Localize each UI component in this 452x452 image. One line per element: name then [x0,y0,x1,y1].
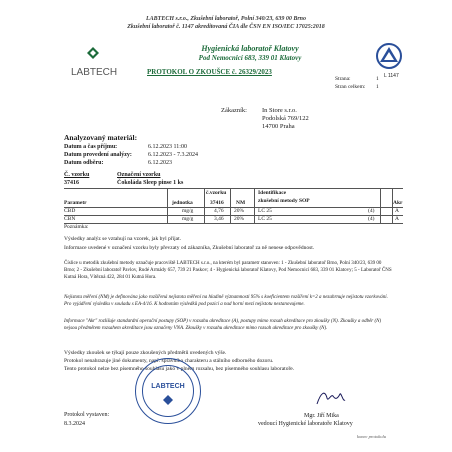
lab-title: Hygienická laboratoř Klatovy [201,44,299,53]
issued-date: 8.3.2024 [64,421,85,427]
col-sample: č.vzorku [206,190,227,196]
labtech-logo [71,45,141,85]
page-label: Strana: [335,76,351,82]
analysis-date-label: Datum provedení analýzy: [64,152,132,158]
issued-label: Protokol vystaven: [64,412,110,418]
workplace-note: Číslice u metodik zkušební metody označuje pracoviště LABTECH s.r.o., na kterém byl parametr stanoven: 1 - Zkušební laboratoř Brno, Polní 340/23, 639 00 Brno; 2 - Zkušební laboratoř Pavlov, Rudé Armády 657, 739 21 Paskov; 4 - Hygienická laboratoř Klatovy, Pod Nemocnicí 683, 339 01 Klatovy; 5 - Laboratoř ČNS Kutná Hora, Vítězná 422, 284 01 Kutná Hora. [64,261,392,280]
lab-address-line: LABTECH s.r.o., Zkušební laboratoř, Polní 340/23, 639 00 Brno [145,16,307,22]
received-label: Datum a čas příjmu: [64,144,118,150]
row-unit: mg/g [182,216,194,222]
row-value: 4,76 [214,208,224,214]
sampling-date-label: Datum odběru: [64,160,104,166]
info-note: Informace uvedené v označení vzorku byly převzaty od zákazníka, Zkušební laboratoř za ně nenese odpovědnost. [64,245,315,251]
sample-no-header: Č. vzorku [64,172,90,178]
col-akr: Akr [393,200,403,206]
pages-value: 1 [376,84,379,90]
pages-label: Stran celkem: [335,84,366,90]
customer-city: 14700 Praha [262,123,295,130]
row-method: LC 25 [258,208,272,214]
logo-wordmark: LABTECH [71,67,118,78]
end-of-protocol: konec protokolu [357,434,386,439]
footer-line-3: Tento protokol nelze bez písemného souhlasu jako v plném rozsahu, bez písemného souhlasu laboratoře. [64,366,295,372]
customer-street: Podolská 769/122 [262,115,309,122]
footer-line-1: Výsledky zkoušek se týkají pouze zkoušených předmětů uvedených výše. [64,350,227,356]
col-unit: jednotka [172,200,193,206]
footer-line-2: Protokol nenahrazuje jiné dokumenty, např. správního charakteru a stálního odborného dozoru. [64,358,274,364]
material-title: Analyzovaný materiál: [64,133,138,142]
customer-label: Zákazník: [221,107,247,114]
result-note: Výsledky analýz se vztahují na vzorek, jak byl přijat. [64,236,181,242]
stamp-emblem-icon [163,392,173,402]
sample-name: Čokoláda Sleep pinse 1 ks [117,180,184,186]
row-value: 3,46 [214,216,224,222]
col-method: zkušební metody SOP [258,198,310,204]
sampling-date-value: 6.12.2023 [148,160,172,166]
received-value: 6.12.2023 11:00 [148,144,187,150]
signature [313,388,349,410]
row-method: LC 25 [258,216,272,222]
notes-label: Poznámka: [64,224,89,230]
uncertainty-note: Nejistota měření (NM) je definována jako rozšířená nejistota měření na hladině významnosti 95% s koeficientem rozšíření k=2 a nezahrnuje nejistotu vzorkování. Pro vyjádření výsledku v souladu s EA-4/16. K hodnotám výsledků pod pozicí a nad horní mezí nejistotu nestanovujeme. [64,295,388,307]
accreditation-line: Zkušební laboratoř č. 1147 akreditovaná ČIA dle ČSN EN ISO/IEC 17025:2018 [127,24,325,30]
lab-subaddress: Pod Nemocnicí 683, 339 01 Klatovy [198,54,302,62]
row-nm: 20% [234,216,245,222]
col-ident: Identifikace [258,190,287,196]
col-sample-no: 37416 [210,200,224,206]
row-lab: (4) [368,208,375,214]
sample-no: 37416 [64,180,79,186]
row-lab: (4) [368,216,375,222]
lab-stamp [135,358,201,424]
accreditation-mark [372,42,406,72]
row-nm: 20% [234,208,245,214]
signer-role: vedoucí Hygienické laboratoře Klatovy [258,421,353,427]
col-param: Parametr [64,200,87,206]
accreditation-id: L 1147 [384,73,399,79]
row-unit: mg/g [182,208,194,214]
row-akr: A [395,216,399,222]
page-value: 1 [376,76,379,82]
protocol-title: PROTOKOL O ZKOUŠCE č. 26329/2023 [147,68,272,76]
analysis-date-value: 6.12.2023 - 7.3.2024 [148,152,198,158]
row-param: CBN [64,216,76,222]
row-akr: A [395,208,399,214]
accreditation-note: Informace "Akr" rozlišuje standardní operační postupy (SOP) v rozsahu akreditace (A), postupy mimo rozsah akreditace pro zkoušky (N). Zkoušky a odběr (N) nejsou předmětem rozsahem akreditace jsou označeny VNA. Zkoušky v rozsahu akreditace mimo rozsah akreditace pro zkoušky (N). [64,319,382,331]
signer-name: Mgr. Jiří Mika [304,413,339,419]
customer-name: In Store s.r.o. [262,107,297,114]
row-param: CBD [64,208,76,214]
sample-label-header: Označení vzorku [117,172,161,178]
stamp-text: LABTECH [151,383,185,390]
col-nm: NM [236,200,246,206]
